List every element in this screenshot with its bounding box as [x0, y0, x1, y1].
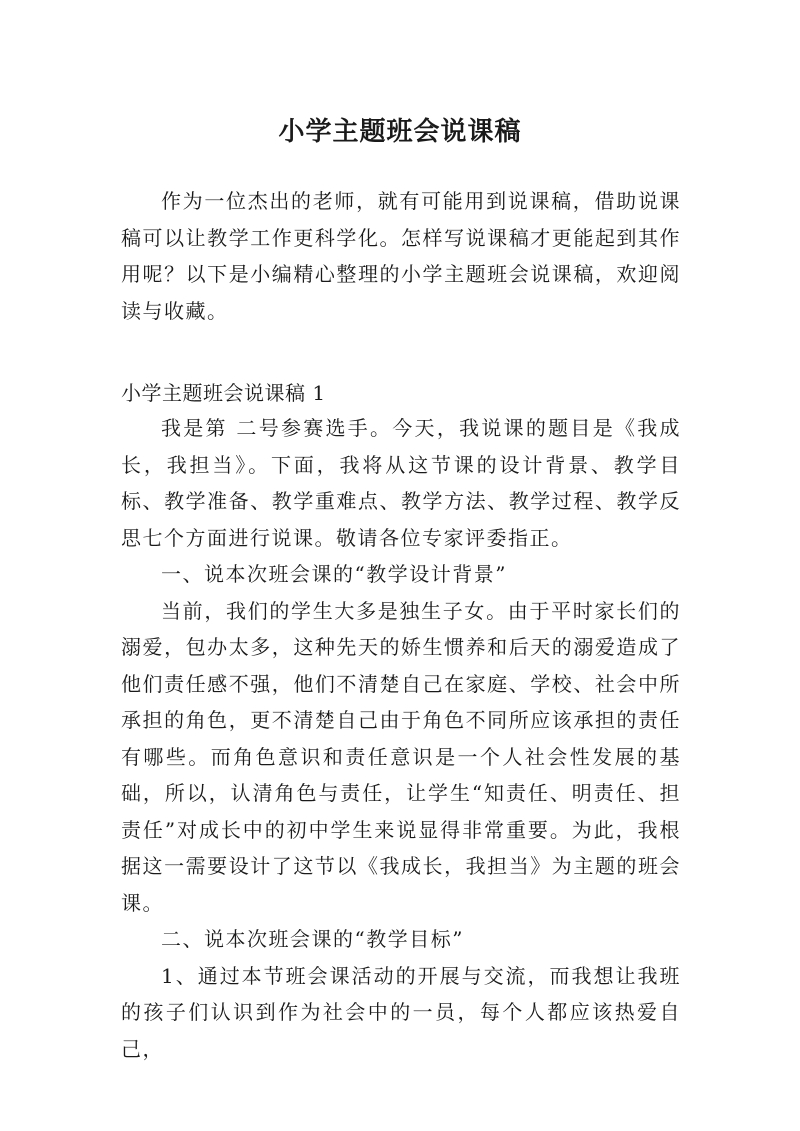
paragraph-goal-1: 1、通过本节班会课活动的开展与交流，而我想让我班的孩子们认识到作为社会中的一员，每个人都应该热爱自己， [121, 963, 681, 1061]
paragraph-background: 当前，我们的学生大多是独生子女。由于平时家长们的溺爱，包办太多，这种先天的娇生惯养和后天的溺爱造成了他们责任感不强，他们不清楚自己在家庭、学校、社会中所承担的角色，更不清楚自己由于角色不同所应该承担的责任有哪些。而角色意识和责任意识是一个人社会性发展的基础，所以，认清角色与责任，让学生“知责任、明责任、担责任”对成长中的初中学生来说显得非常重要。为此，我根据这一需要设计了这节以《我成长，我担当》为主题的班会课。 [121, 598, 681, 915]
paragraph-intro-speaker: 我是第 二号参赛选手。今天，我说课的题目是《我成长，我担当》。下面，我将从这节课的设计背景、教学目标、教学准备、教学重难点、教学方法、教学过程、教学反思七个方面进行说课。敬请各位专家评委指正。 [121, 416, 681, 550]
document-title: 小学主题班会说课稿 [278, 117, 522, 148]
section-body [121, 410, 681, 1067]
section-title: 小学主题班会说课稿 1 [121, 381, 326, 405]
paragraph-heading-goals: 二、说本次班会课的“教学目标” [161, 927, 464, 951]
paragraph-heading-background: 一、说本次班会课的“教学设计背景” [161, 562, 507, 586]
intro-paragraph: 作为一位杰出的老师，就有可能用到说课稿，借助说课稿可以让教学工作更科学化。怎样写说课稿才更能起到其作用呢？以下是小编精心整理的小学主题班会说课稿，欢迎阅读与收藏。 [121, 189, 681, 323]
